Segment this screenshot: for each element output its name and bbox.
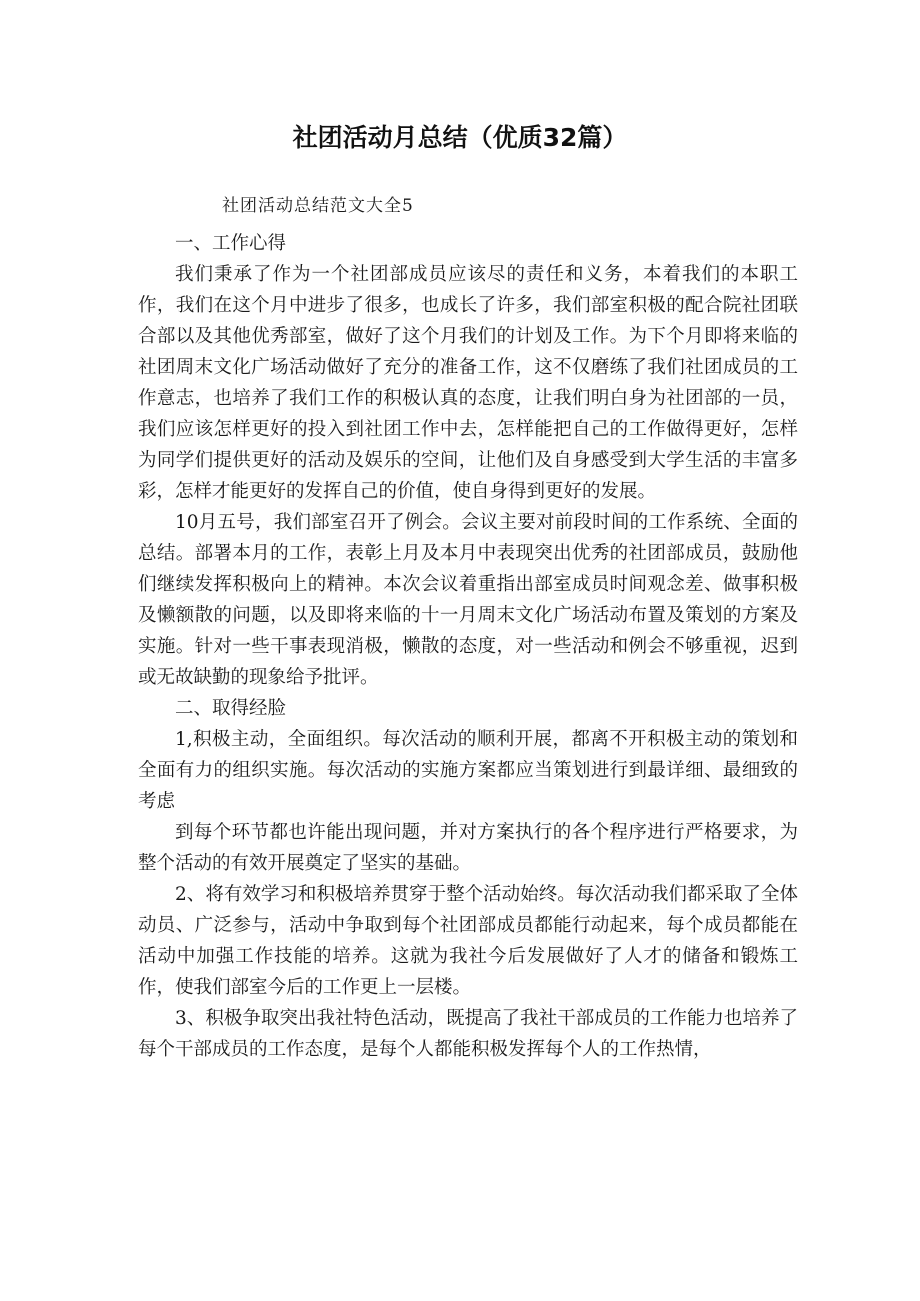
document-subtitle: 社团活动总结范文大全5: [222, 196, 414, 216]
body-paragraph: 到每个环节都也许能出现问题，并对方案执行的各个程序进行严格要求，为整个活动的有效开展奠定了坚实的基础。: [138, 822, 798, 874]
body-paragraph: 1,积极主动，全面组织。每次活动的顺利开展，都离不开积极主动的策划和全面有力的组织实施。每次活动的实施方案都应当策划进行到最详细、最细致的考虑: [138, 729, 798, 812]
section-heading: 一、工作心得: [175, 233, 287, 254]
body-paragraph: 10月五号，我们部室召开了例会。会议主要对前段时间的工作系统、全面的总结。部署本月的工作，表彰上月及本月中表现突出优秀的社团部成员，鼓励他们继续发挥积极向上的精神。本次会议着重指出部室成员时间观念差、做事积极及懒额散的问题，以及即将来临的十一月周末文化广场活动布置及策划的方案及实施。针对一些干事表现消极，懒散的态度，对一些活动和例会不够重视，迟到或无故缺勤的现象给予批评。: [138, 512, 798, 688]
body-paragraph: 3、积极争取突出我社特色活动，既提高了我社干部成员的工作能力也培养了每个干部成员的工作态度，是每个人都能积极发挥每个人的工作热情，: [138, 1008, 798, 1060]
document-title: 社团活动月总结（优质32篇）: [292, 123, 628, 152]
body-paragraph: 2、将有效学习和积极培养贯穿于整个活动始终。每次活动我们都采取了全体动员、广泛参与，活动中争取到每个社团部成员都能行动起来，每个成员都能在活动中加强工作技能的培养。这就为我社今后发展做好了人才的储备和锻炼工作，使我们部室今后的工作更上一层楼。: [138, 884, 798, 998]
body-paragraph: 我们秉承了作为一个社团部成员应该尽的责任和义务，本着我们的本职工作，我们在这个月中进步了很多，也成长了许多，我们部室积极的配合院社团联合部以及其他优秀部室，做好了这个月我们的计划及工作。为下个月即将来临的社团周末文化广场活动做好了充分的准备工作，这不仅磨练了我们社团成员的工作意志，也培养了我们工作的积极认真的态度，让我们明白身为社团部的一员，我们应该怎样更好的投入到社团工作中去，怎样能把自己的工作做得更好，怎样为同学们提供更好的活动及娱乐的空间，让他们及自身感受到大学生活的丰富多彩，怎样才能更好的发挥自己的价值，使自身得到更好的发展。: [138, 264, 798, 502]
document-body: [138, 228, 798, 1065]
section-heading: 二、取得经脸: [175, 698, 287, 719]
